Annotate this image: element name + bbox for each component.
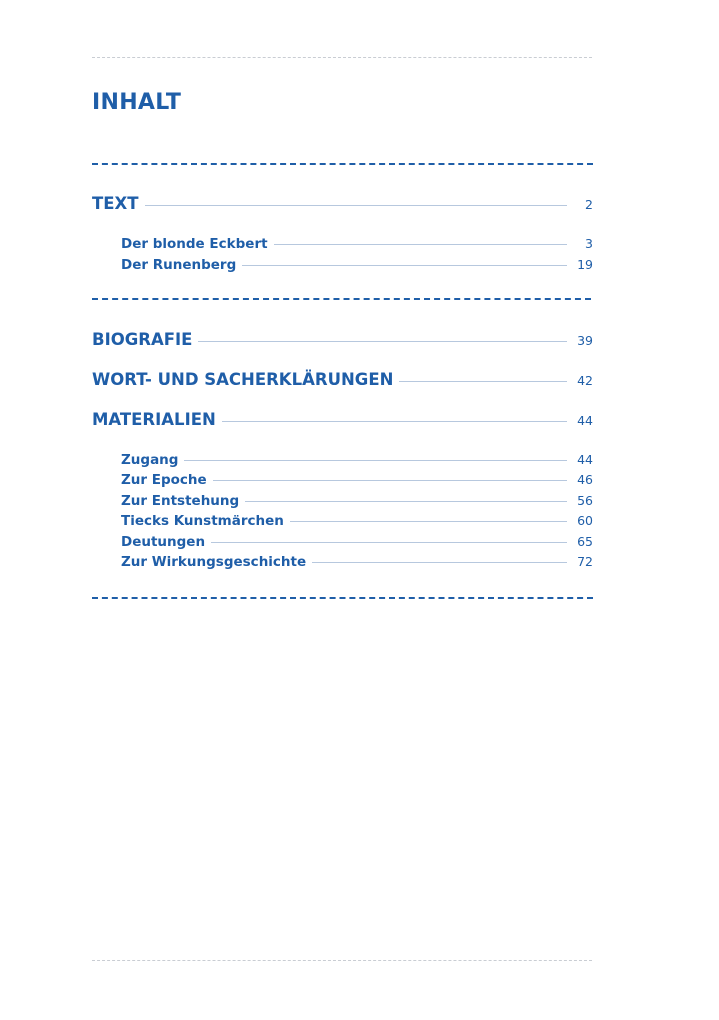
section-divider-3	[92, 597, 593, 599]
toc-entry-tiecks-kunstmaerchen[interactable]	[121, 513, 593, 529]
toc-leader-line	[184, 460, 567, 461]
toc-page-number: 65	[577, 534, 593, 549]
toc-entry-label: MATERIALIEN	[92, 410, 216, 429]
toc-entry-label: Zur Epoche	[121, 472, 207, 488]
toc-entry-label: TEXT	[92, 194, 139, 213]
toc-entry-text[interactable]	[92, 194, 593, 213]
toc-page-number: 19	[577, 257, 593, 272]
toc-page-number: 56	[577, 493, 593, 508]
toc-entry-label: Der blonde Eckbert	[121, 236, 268, 252]
toc-page-number: 39	[577, 333, 593, 348]
toc-page-number: 46	[577, 472, 593, 487]
toc-leader-line	[312, 562, 567, 563]
toc-entry-label: Deutungen	[121, 534, 206, 550]
toc-page-number: 60	[577, 513, 593, 528]
toc-entry-materialien[interactable]	[92, 410, 593, 429]
toc-leader-line	[211, 542, 567, 543]
toc-entry-zur-wirkungsgeschichte[interactable]	[121, 554, 593, 570]
toc-page-number: 72	[577, 554, 593, 569]
toc-entry-label: WORT- UND SACHERKLÄRUNGEN	[92, 370, 394, 389]
toc-entry-biografie[interactable]	[92, 330, 593, 349]
toc-page-number: 44	[577, 452, 593, 467]
section-divider-2	[92, 298, 591, 300]
toc-entry-label: Zugang	[121, 452, 179, 468]
top-page-rule	[92, 57, 592, 58]
toc-entry-label: Der Runenberg	[121, 257, 237, 273]
toc-entry-zur-entstehung[interactable]	[121, 493, 593, 509]
toc-leader-line	[290, 521, 567, 522]
section-divider-1	[92, 163, 593, 165]
toc-entry-der-blonde-eckbert[interactable]	[121, 236, 593, 252]
bottom-page-rule	[92, 960, 592, 961]
toc-entry-wort-und-sacherklaerungen[interactable]	[92, 370, 593, 389]
toc-leader-line	[198, 341, 567, 342]
toc-entry-der-runenberg[interactable]	[121, 257, 593, 273]
toc-entry-label: Zur Entstehung	[121, 493, 240, 509]
toc-leader-line	[274, 244, 567, 245]
toc-entry-label: Zur Wirkungsgeschichte	[121, 554, 307, 570]
toc-leader-line	[242, 265, 567, 266]
toc-entry-zugang[interactable]	[121, 452, 593, 468]
toc-leader-line	[399, 381, 567, 382]
toc-entry-zur-epoche[interactable]	[121, 472, 593, 488]
toc-leader-line	[145, 205, 567, 206]
toc-page-number: 44	[577, 413, 593, 428]
toc-page-number: 3	[585, 236, 593, 251]
page-title: INHALT	[92, 90, 182, 115]
toc-leader-line	[213, 480, 567, 481]
toc-entry-label: Tiecks Kunstmärchen	[121, 513, 284, 529]
toc-page-number: 42	[577, 373, 593, 388]
toc-leader-line	[222, 421, 567, 422]
toc-leader-line	[245, 501, 567, 502]
toc-page-number: 2	[585, 197, 593, 212]
toc-entry-label: BIOGRAFIE	[92, 330, 193, 349]
toc-entry-deutungen[interactable]	[121, 534, 593, 550]
